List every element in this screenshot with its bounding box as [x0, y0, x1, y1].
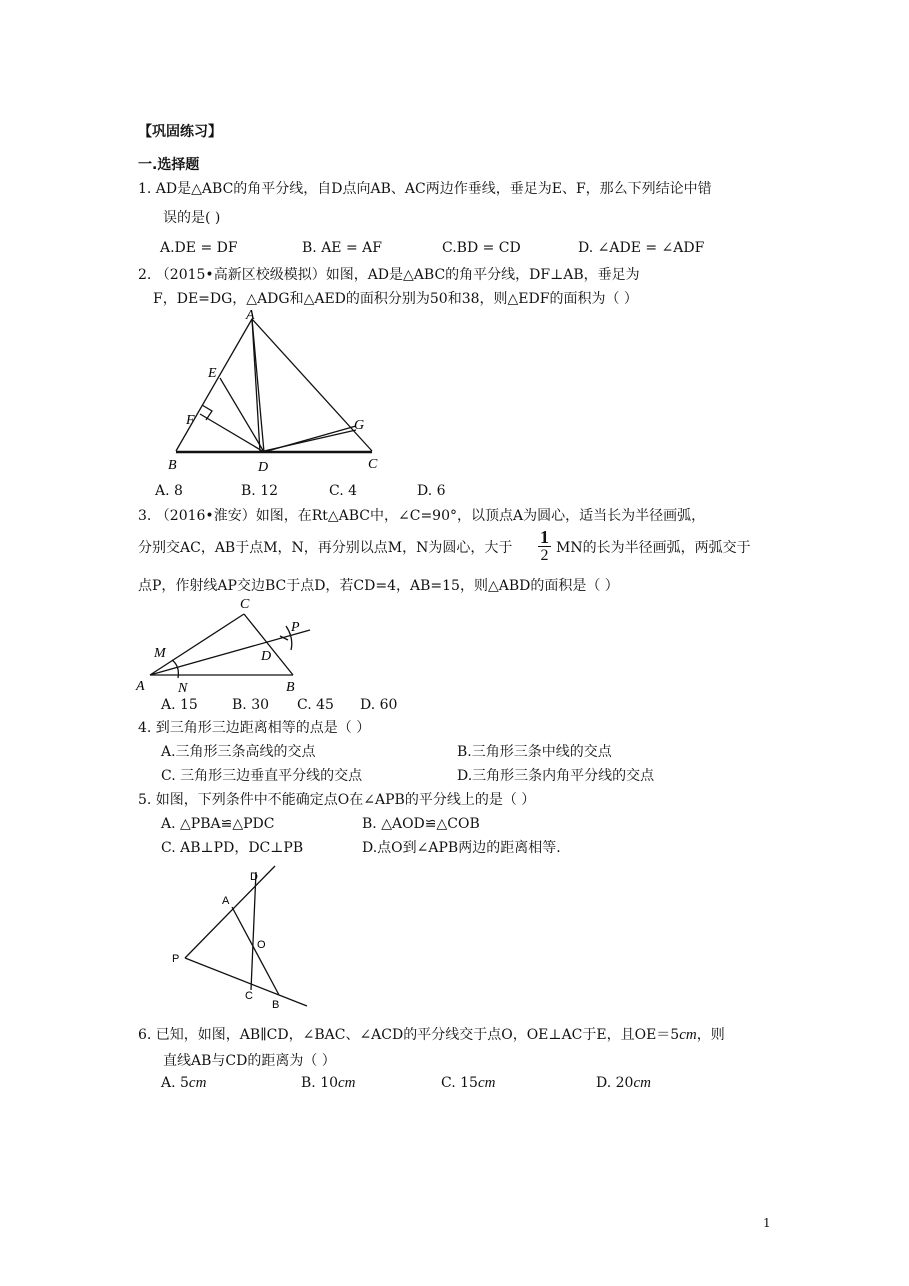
q6-option-b-value: B. 10: [301, 1075, 339, 1091]
q3-text-line2b: MN的长为半径画弧，两弧交于: [556, 540, 751, 556]
q3-text-line1: 3. （2016•淮安）如图，在Rt△ABC中，∠C=90°，以顶点A为圆心，适当长为半径画弧，: [138, 508, 706, 524]
q4-option-c: C. 三角形三边垂直平分线的交点: [161, 768, 363, 784]
q2-text-line2: F，DE=DG，△ADG和△AED的面积分别为50和38，则△EDF的面积为（ ）: [153, 291, 638, 307]
q1-text-line2: 误的是( ): [163, 210, 221, 226]
q2-label-d: D: [258, 460, 269, 475]
q1-option-a: A.DE = DF: [160, 240, 238, 256]
section-heading: 一.选择题: [138, 157, 200, 173]
q1-option-c: C.BD = CD: [442, 240, 521, 256]
q5-label-p: P: [172, 953, 180, 965]
q3-figure: [130, 588, 320, 694]
q6-option-b-unit: cm: [338, 1075, 356, 1091]
q3-text-line2a: 分别交AC，AB于点M，N，再分别以点M，N为圆心，大于: [138, 540, 513, 556]
page-number: 1: [763, 1216, 771, 1230]
q4-option-b: B.三角形三条中线的交点: [457, 744, 612, 760]
q6-option-c: [441, 1074, 495, 1092]
q5-label-b: B: [272, 999, 280, 1011]
q2-label-g: G: [354, 418, 365, 433]
q5-label-d: D: [250, 871, 258, 883]
q4-option-a: A.三角形三条高线的交点: [161, 744, 316, 760]
q2-figure: [160, 305, 400, 475]
q3-label-a: A: [136, 679, 145, 694]
q5-figure: [165, 862, 315, 1012]
q5-label-c: C: [245, 990, 253, 1002]
q2-label-b: B: [168, 458, 177, 473]
q1-option-b: B. AE = AF: [302, 240, 382, 256]
q2-option-d: D. 6: [417, 483, 446, 499]
q3-fraction-numerator: 1: [540, 527, 549, 547]
q2-option-a: A. 8: [155, 483, 183, 499]
q6-text-line1b: ，则: [696, 1027, 725, 1043]
q4-option-d: D.三角形三条内角平分线的交点: [457, 768, 655, 784]
q3-label-n: N: [178, 681, 188, 694]
q6-option-a-value: A. 5: [161, 1075, 189, 1091]
q3-option-d: D. 60: [360, 697, 398, 713]
q3-fraction-denominator: 2: [540, 547, 549, 564]
q6-text-line1a: 6. 已知，如图，AB∥CD，∠BAC、∠ACD的平分线交于点O，OE⊥AC于E，且OE＝5: [138, 1027, 680, 1043]
q3-option-a: A. 15: [161, 697, 198, 713]
q2-label-a: A: [246, 308, 255, 323]
q2-label-c: C: [368, 457, 378, 472]
q6-option-c-value: C. 15: [441, 1075, 478, 1091]
q1-text-line1: 1. AD是△ABC的角平分线，自D点向AB、AC两边作垂线，垂足为E、F，那么下列结论中错: [138, 181, 712, 197]
q5-text-line1: 5. 如图，下列条件中不能确定点O在∠APB的平分线上的是（ ）: [138, 792, 536, 808]
q5-option-c: C. AB⊥PD，DC⊥PB: [161, 840, 304, 856]
q6-option-d: [596, 1074, 651, 1092]
q6-option-b: [301, 1074, 356, 1092]
q6-option-a: [161, 1074, 206, 1092]
q3-text-line3: 点P，作射线AP交边BC于点D，若CD=4，AB=15，则△ABD的面积是（ ）: [138, 578, 619, 594]
q2-option-c: C. 4: [329, 483, 358, 499]
q3-option-c: C. 45: [297, 697, 334, 713]
q6-option-a-unit: cm: [188, 1075, 207, 1091]
q3-label-p: P: [291, 620, 300, 635]
q3-label-b: B: [286, 680, 295, 694]
q2-label-f: F: [186, 413, 195, 428]
q3-label-m: M: [154, 646, 166, 661]
q3-fraction: [538, 528, 551, 565]
q3-label-c: C: [240, 597, 250, 612]
q5-label-o: O: [257, 939, 266, 951]
q4-text-line1: 4. 到三角形三边距离相等的点是（ ）: [138, 720, 371, 736]
q6-option-d-value: D. 20: [596, 1075, 634, 1091]
q2-option-b: B. 12: [241, 483, 279, 499]
q2-label-e: E: [208, 366, 217, 381]
q5-option-a: A. △PBA≌△PDC: [161, 816, 275, 832]
q3-label-d: D: [261, 649, 272, 664]
q6-option-c-unit: cm: [477, 1075, 496, 1091]
q5-option-b: B. △AOD≌△COB: [362, 816, 480, 832]
q6-text-line2: 直线AB与CD的距离为（ ）: [163, 1053, 336, 1069]
q1-option-d: D. ∠ADE = ∠ADF: [578, 240, 705, 256]
q5-label-a: A: [222, 895, 230, 907]
q6-option-d-unit: cm: [633, 1075, 651, 1091]
q2-text-line1: 2. （2015•高新区校级模拟）如图，AD是△ABC的角平分线，DF⊥AB，垂足为: [138, 267, 640, 283]
section-title: 【巩固练习】: [138, 124, 222, 140]
q5-option-d: D.点O到∠APB两边的距离相等.: [362, 840, 561, 856]
q6-text-line1: [138, 1026, 725, 1044]
q3-option-b: B. 30: [232, 697, 270, 713]
q6-unit: cm: [679, 1027, 697, 1043]
